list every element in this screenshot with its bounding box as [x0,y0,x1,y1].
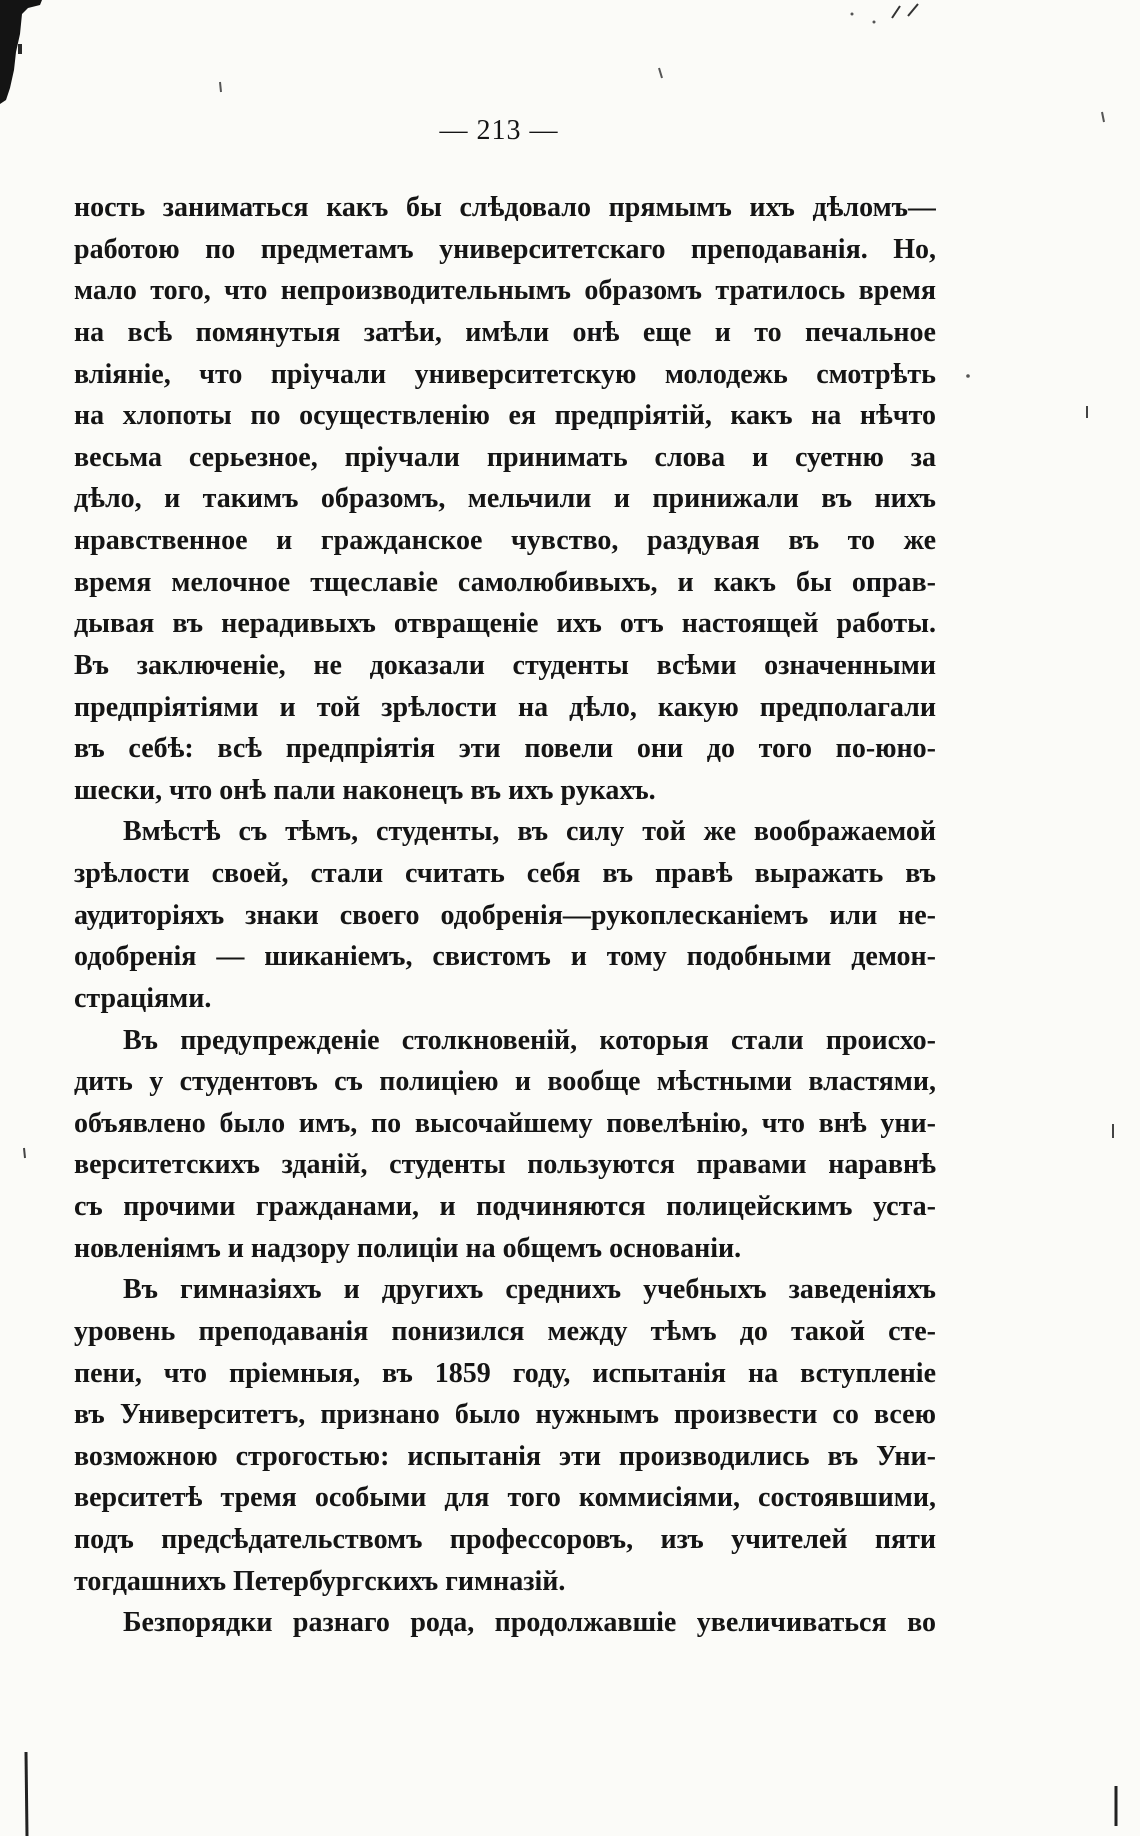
text-line: мало того, что непроизводительнымъ образомъ тратилось время [74,275,936,307]
paragraph [74,1020,936,1270]
text-line: уровень преподаванія понизился между тѣмъ до такой сте- [74,1315,936,1347]
text-line: на всѣ помянутыя затѣи, имѣли онѣ еще и то печальное [74,316,936,348]
text-line: верситетѣ тремя особыми для того коммисіями, состоявшими, [74,1482,936,1514]
page-number: — 213 — [439,115,559,146]
scan-edge-shadow [0,0,42,104]
scan-speck [24,1148,25,1158]
scan-speck [873,21,876,24]
text-line: одобренія — шиканіемъ, свистомъ и тому подобными демон- [74,941,936,973]
paragraph [74,811,936,1019]
text-line: работою по предметамъ университетскаго преподаванія. Но, [74,233,936,265]
text-line: зрѣлости своей, стали считать себя въ правѣ выражать въ [74,858,936,889]
scan-speck [892,6,900,18]
text-line: новленіямъ и надзору полиціи на общемъ основаніи. [74,1232,742,1264]
scan-speck [18,44,22,54]
scan-edge-line [26,1752,27,1836]
page-body [74,187,936,1644]
text-line: вліяніе, что пріучали университетскую молодежь смотрѣть [74,358,936,390]
text-line: Въ предупрежденіе столкновеній, которыя стали происхо- [123,1024,936,1056]
text-line: объявлено было имъ, по высочайшему повелѣнію, что внѣ уни- [74,1107,936,1139]
text-line: шески, что онѣ пали наконецъ въ ихъ рукахъ. [74,774,656,806]
text-line: въ Университетъ, признано было нужнымъ произвести со всею [74,1399,936,1431]
paragraph [74,1602,936,1644]
scan-speck [851,13,854,16]
text-line: весьма серьезное, пріучали принимать слова и суетню за [74,441,936,473]
text-line: съ прочими гражданами, и подчиняются полицейскимъ уста- [74,1191,936,1222]
text-line: аудиторіяхъ знаки своего одобренія—рукоплесканіемъ или не- [74,899,936,931]
text-line: дывая въ нерадивыхъ отвращеніе ихъ отъ настоящей работы. [74,608,936,640]
text-line: на хлопоты по осуществленію ея предпріятій, какъ на нѣчто [74,400,936,432]
text-line: пени, что пріемныя, въ 1859 году, испытанія на вступленіе [74,1357,936,1389]
text-line: дить у студентовъ съ полиціею и вообще мѣстными властями, [74,1066,936,1098]
text-line: возможною строгостью: испытанія эти производились въ Уни- [74,1440,936,1472]
text-line: подъ предсѣдательствомъ профессоровъ, изъ учителей пяти [74,1524,936,1555]
paragraph [74,187,936,811]
text-line: время мелочное тщеславіе самолюбивыхъ, и какъ бы оправ- [74,566,936,598]
text-line: тогдашнихъ Петербургскихъ гимназій. [74,1565,566,1597]
text-line: Въ заключеніе, не доказали студенты всѣми означенными [74,649,936,681]
text-line: Въ гимназіяхъ и другихъ среднихъ учебныхъ заведеніяхъ [123,1274,936,1306]
scan-speck [1102,112,1104,122]
paragraph [74,1269,936,1602]
scan-speck [220,82,221,92]
text-line: дѣло, и такимъ образомъ, мельчили и принижали въ нихъ [74,483,936,515]
text-line: верситетскихъ зданій, студенты пользуются правами наравнѣ [74,1149,936,1181]
text-line: Безпорядки разнаго рода, продолжавшіе увеличиваться во [123,1607,936,1639]
text-line: предпріятіями и той зрѣлости на дѣло, какую предполагали [74,691,936,723]
scan-speck [966,374,970,378]
text-line: ность заниматься какъ бы слѣдовало прямымъ ихъ дѣломъ— [74,192,936,223]
text-line: въ себѣ: всѣ предпріятія эти повели они до того по-юно- [74,733,936,765]
text-line: страціями. [74,982,212,1014]
text-line: Вмѣстѣ съ тѣмъ, студенты, въ силу той же воображаемой [123,816,936,848]
scan-speck [908,4,918,16]
scan-speck [659,68,662,78]
text-line: нравственное и гражданское чувство, раздувая въ то же [74,525,936,556]
